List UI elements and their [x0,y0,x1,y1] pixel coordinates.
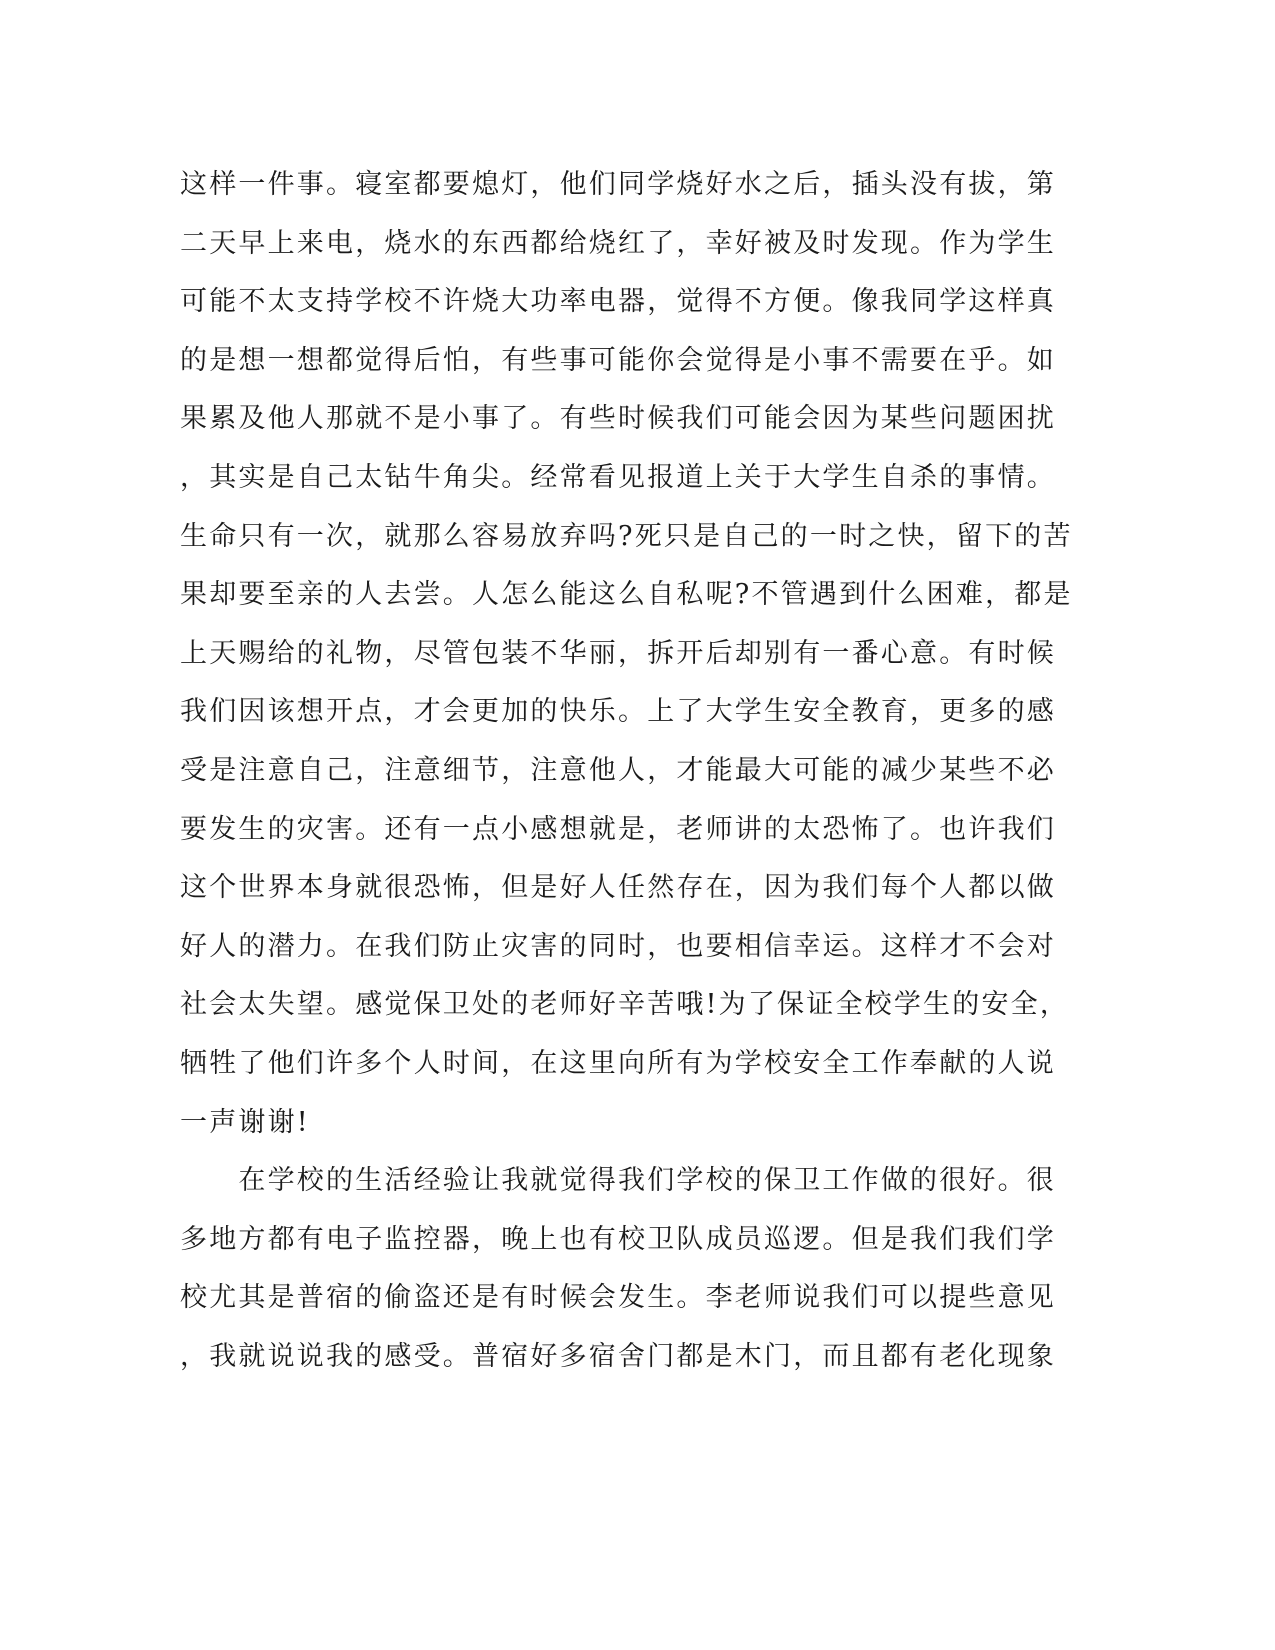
text-line: 一声谢谢! [180,1106,310,1138]
text-line: 的是想一想都觉得后怕，有些事可能你会觉得是小事不需要在乎。如 [180,344,1056,376]
text-line: 我们因该想开点，才会更加的快乐。上了大学生安全教育，更多的感 [180,696,1056,728]
text-line: 要发生的灾害。还有一点小感想就是，老师讲的太恐怖了。也许我们 [180,813,1056,845]
text-line: 果累及他人那就不是小事了。有些时候我们可能会因为某些问题困扰 [180,403,1056,435]
text-line: 牺牲了他们许多个人时间，在这里向所有为学校安全工作奉献的人说 [180,1047,1056,1079]
body-text [180,156,1073,1386]
text-line: 受是注意自己，注意细节，注意他人，才能最大可能的减少某些不必 [180,754,1056,786]
text-line: 生命只有一次，就那么容易放弃吗?死只是自己的一时之快，留下的苦 [180,520,1073,552]
text-line: 上天赐给的礼物，尽管包装不华丽，拆开后却别有一番心意。有时候 [180,637,1056,669]
paragraph-first-line: 在学校的生活经验让我就觉得我们学校的保卫工作做的很好。很 [180,1165,1056,1197]
text-line: 这个世界本身就很恐怖，但是好人任然存在，因为我们每个人都以做 [180,872,1056,904]
text-line: 二天早上来电，烧水的东西都给烧红了，幸好被及时发现。作为学生 [180,227,1056,259]
text-line: 校尤其是普宿的偷盗还是有时候会发生。李老师说我们可以提些意见 [180,1282,1056,1314]
text-line: 多地方都有电子监控器，晚上也有校卫队成员巡逻。但是我们我们学 [180,1223,1056,1255]
text-line: ，其实是自己太钻牛角尖。经常看见报道上关于大学生自杀的事情。 [180,461,1056,493]
text-line: ，我就说说我的感受。普宿好多宿舍门都是木门，而且都有老化现象 [180,1340,1056,1372]
text-line: 好人的潜力。在我们防止灾害的同时，也要相信幸运。这样才不会对 [180,930,1056,962]
text-line: 可能不太支持学校不许烧大功率电器，觉得不方便。像我同学这样真 [180,286,1056,318]
text-line: 社会太失望。感觉保卫处的老师好辛苦哦!为了保证全校学生的安全， [180,989,1070,1021]
text-line: 果却要至亲的人去尝。人怎么能这么自私呢?不管遇到什么困难，都是 [180,579,1073,611]
text-line: 这样一件事。寝室都要熄灯，他们同学烧好水之后，插头没有拔，第 [180,169,1056,200]
